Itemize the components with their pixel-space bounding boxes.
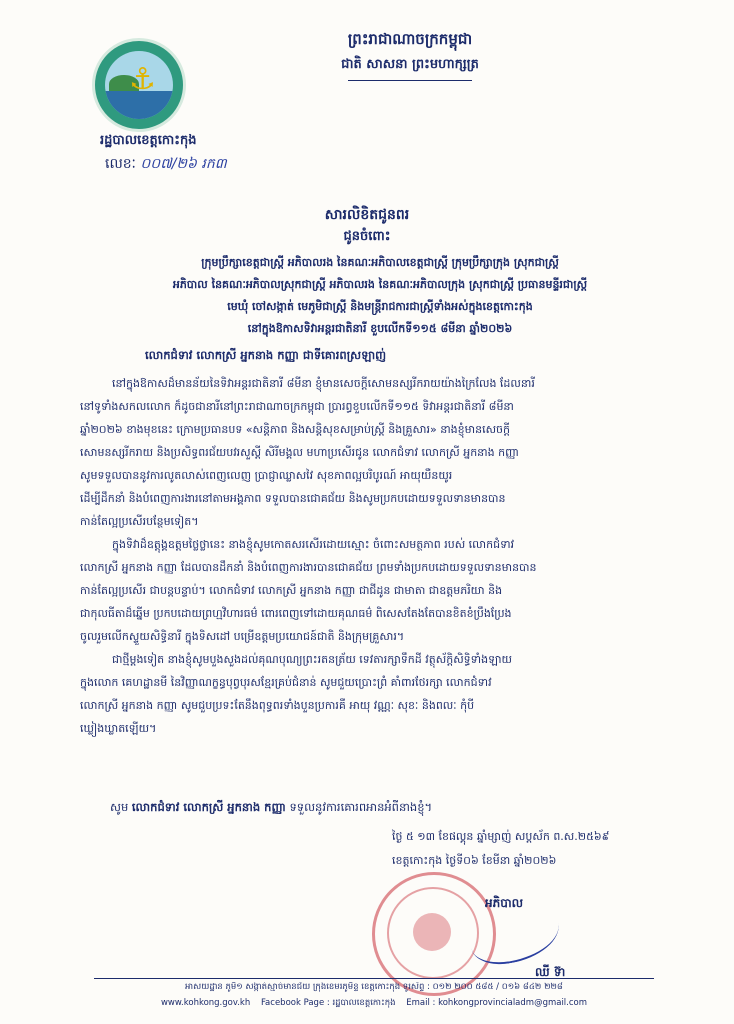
- footer-email[interactable]: Email : kohkongprovincialadm@gmail.com: [406, 998, 588, 1008]
- footer-divider: [94, 978, 654, 979]
- body-line: ជាកុលធីតាដ៏ឆ្នើម ប្រកបដោយព្រហ្មវិហារធម៌ ពោរពេញទៅដោយគុណធម៌ ពិសេសតែងតែបានខិតខំប្រឹងប្រែង: [80, 607, 512, 620]
- body-line: ឃ្លៀងឃ្លាតឡើយ។: [80, 722, 157, 735]
- footer-facebook[interactable]: Facebook Page : រដ្ឋបាលខេត្តកោះកុង: [260, 998, 396, 1008]
- body-line: ជាថ្មីម្តងទៀត នាងខ្ញុំសូមបួងសួងដល់គុណបុណ្យព្រះរតនត្រ័យ ទេវតារក្សាទឹកដី វត្ថុស័ក្តិសិទ្ធិទាំងឡាយ: [112, 653, 513, 666]
- signer-title: អភិបាល: [485, 896, 524, 910]
- body-line: កាន់តែល្អប្រសើរបន្ថែមទៀត។: [80, 515, 199, 528]
- closing-suffix: ទទួលនូវការគោរពអានអំពីនាងខ្ញុំ។: [289, 800, 433, 814]
- body-line: ឆ្នាំ២០២៦ ខាងមុខនេះ ក្រោមប្រធានបទ «សន្តិភាព និងសន្តិសុខសម្រាប់ស្ត្រី និងគ្រួសារ» នាងខ្ញុំមានសេចក្តី: [80, 423, 511, 436]
- signer-name: ឈី ទ៊ា: [535, 965, 566, 979]
- recipients-block: [80, 252, 680, 340]
- recipient-line: អភិបាល នៃគណៈអភិបាលស្រុកជាស្ត្រី អភិបាលរង នៃគណៈអភិបាលក្រុង ស្រុកជាស្ត្រី ប្រធានមន្ទីរជាស្ត្រី: [172, 278, 588, 291]
- motto-divider: [348, 80, 472, 81]
- salutation: លោកជំទាវ លោកស្រី អ្នកនាង កញ្ញា ជាទីគោរពស្រឡាញ់: [145, 348, 387, 362]
- body-line: នៅក្នុងឱកាសដ៏មានន័យនៃទិវាអន្តរជាតិនារី ៨មីនា ខ្ញុំមានសេចក្តីសោមនស្សរីករាយយ៉ាងក្រៃលែង ដែលនារី: [112, 377, 535, 390]
- seal-center: [413, 913, 451, 951]
- body-line: នៅទូទាំងសកលលោក ក៏ដូចជានារីនៅព្រះរាជាណាចក្រកម្ពុជា ប្រារព្ធខួបលើកទី១១៥ ទិវាអន្តរជាតិនារី ៨មីនា: [80, 400, 514, 413]
- dedication-heading: ជូនចំពោះ: [343, 229, 391, 244]
- anchor-icon: ⚓: [129, 62, 156, 97]
- provincial-emblem-logo: [92, 38, 186, 132]
- kingdom-title: ព្រះរាជាណាចក្រកម្ពុជា: [347, 30, 473, 48]
- emblem-inner: [105, 51, 173, 119]
- body-line: ក្នុងទិវាដ៏ឧត្តុង្គឧត្តមថ្លៃថ្លានេះ នាងខ្ញុំសូមកោតសរសើរដោយស្មោះ ចំពោះសមត្ថភាព របស់ លោកជំទាវ: [112, 538, 515, 551]
- body-line: ដើម្បីដឹកនាំ និងបំពេញការងារនៅតាមអង្គភាព ទទួលបានជោគជ័យ និងសូមប្រកបដោយទទួលទានមានបាន: [80, 492, 506, 505]
- reference-value: ០០៧/២៦ រក៣: [140, 156, 227, 172]
- closing-line: [110, 800, 432, 817]
- footer-website[interactable]: www.kohkong.gov.kh: [160, 998, 251, 1008]
- recipient-line: នៅក្នុងឱកាសទិវាអន្តរជាតិនារី ខួបលើកទី១១៥ ៨មីនា ឆ្នាំ២០២៦: [247, 322, 513, 335]
- closing-addressee: លោកជំទាវ លោកស្រី អ្នកនាង កញ្ញា: [131, 800, 286, 814]
- body-line: ក្នុងលោក គេហដ្ឋានមី នៃវិញ្ញាណក្ខន្ធបុព្វបុរសខ្មែរគ្រប់ជំនាន់ សូមជួយប្រោះព្រំ គាំពារថែរក្សា លោកជំទាវ: [80, 676, 492, 689]
- solar-date: ខេត្តកោះកុង ថ្ងៃទី០៦ ខែមីនា ឆ្នាំ២០២៦: [392, 854, 557, 867]
- letter-body: [80, 372, 680, 740]
- body-line: ចូលរួមលើកស្ទួយសិទ្ធិនារី ក្នុងទិសដៅ បម្រើឧត្តមប្រយោជន៍ជាតិ និងក្រុមគ្រួសារ។: [80, 630, 405, 643]
- body-line: លោកស្រី អ្នកនាង កញ្ញា ដែលបានដឹកនាំ និងបំពេញការងារបានជោគជ័យ ព្រមទាំងប្រកបដោយទទួលទានមានបាន: [80, 561, 537, 574]
- reference-number: [105, 154, 227, 175]
- document-type: សារលិខិតជូនពរ: [324, 207, 410, 223]
- closing-prefix: សូម: [110, 800, 129, 814]
- recipient-line: មេឃុំ ចៅសង្កាត់ មេភូមិជាស្ត្រី និងមន្ត្រីរាជការជាស្ត្រីទាំងអស់ក្នុងខេត្តកោះកុង: [227, 300, 533, 313]
- lunar-date: ថ្ងៃ ៥ ១៣ ខែផល្គុន ឆ្នាំម្សាញ់ សប្តស័ក ព.ស.២៥៦៩: [392, 830, 610, 843]
- recipient-line: ក្រុមប្រឹក្សាខេត្តជាស្ត្រី អភិបាលរង នៃគណៈអភិបាលខេត្តជាស្ត្រី ក្រុមប្រឹក្សាក្រុង ស្រុកជាស្ត្រី: [201, 256, 559, 269]
- footer-address: អាសយដ្ឋាន ភូមិ១ សង្កាត់ស្មាច់មានជ័យ ក្រុងខេមរភូមិន្ទ ខេត្តកោះកុង ទូរស័ព្ទ : ០១២ ២០០ ៥៨៥ / ០១៦ ៨៤២ ២២៨: [185, 982, 563, 992]
- footer-contacts: [94, 998, 654, 1010]
- national-motto: ជាតិ សាសនា ព្រះមហាក្សត្រ: [341, 57, 479, 72]
- body-line: លោកស្រី អ្នកនាង កញ្ញា សូមជួបប្រទះតែនឹងពុទ្ធពរទាំងបួនប្រការគឺ អាយុ វណ្ណៈ សុខៈ និងពលៈ កុំបី: [80, 699, 475, 712]
- body-line: សូមទទួលបាននូវការលូតលាស់ពេញលេញ ប្រាជ្ញាឈ្លាសវៃ សុខភាពល្អបរិបូរណ៍ អាយុយឺនយូរ: [80, 469, 453, 482]
- reference-label: លេខៈ: [105, 156, 136, 172]
- administration-name: រដ្ឋបាលខេត្តកោះកុង: [100, 133, 197, 148]
- body-line: សោមនស្សរីករាយ និងប្រសិទ្ធពរជ័យបវរសួស្តី សិរីមង្គល មហាប្រសើរជូន លោកជំទាវ លោកស្រី អ្នកនាង កញ្ញា: [80, 446, 519, 459]
- body-line: កាន់តែល្អប្រសើរ ជាបន្តបន្ទាប់។ លោកជំទាវ លោកស្រី អ្នកនាង កញ្ញា ជាជីដូន ជាមាតា ជាឧត្តមភរិយា និង: [80, 584, 503, 597]
